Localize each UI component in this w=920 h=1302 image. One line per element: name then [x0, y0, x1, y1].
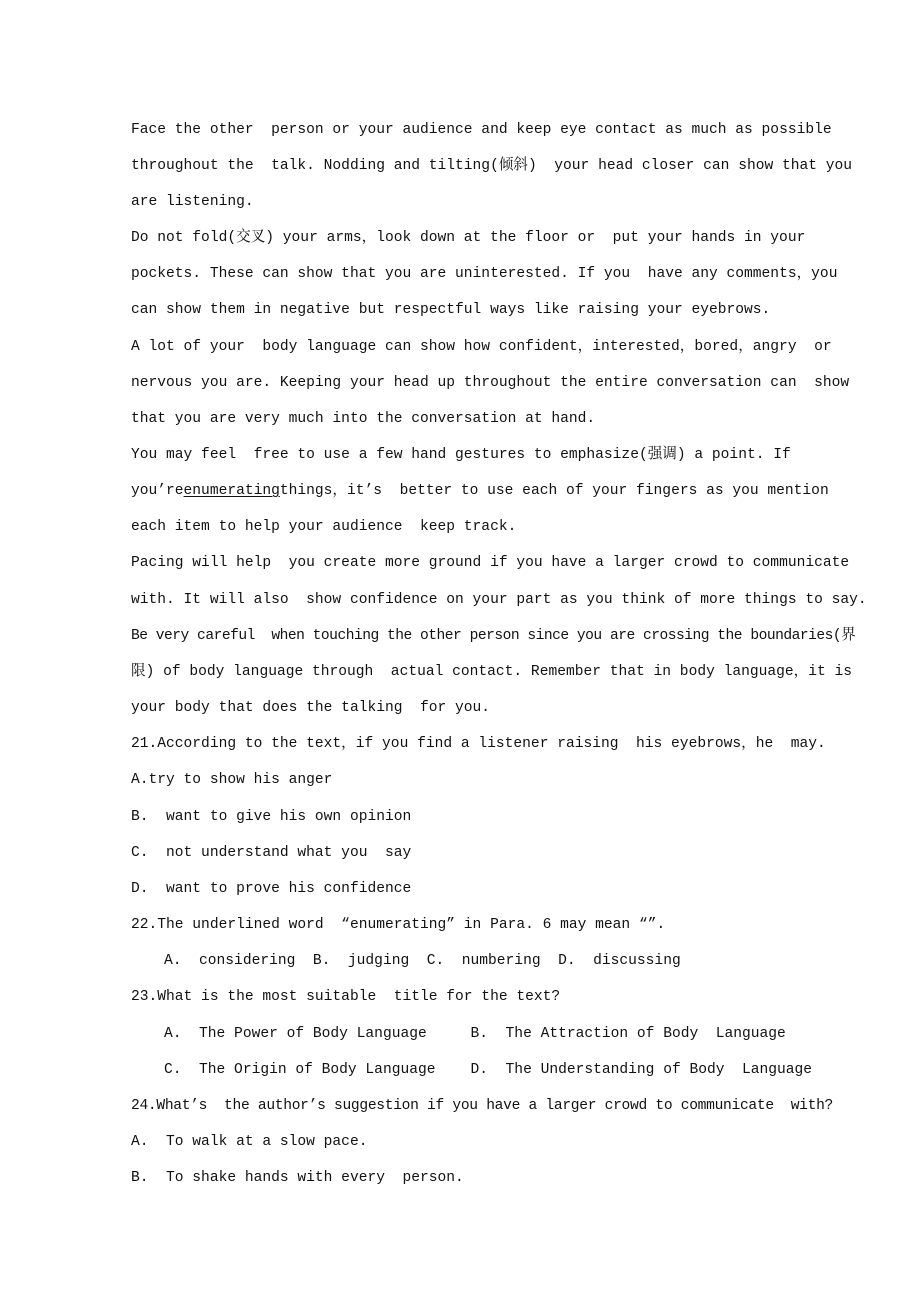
question-stem: 21.According to the text，if you find a listener raising his eyebrows，he may. [131, 736, 826, 752]
passage-line: can show them in negative but respectful ways like raising your eyebrows. [131, 302, 771, 318]
passage-line: that you are very much into the conversation at hand. [131, 411, 596, 427]
question-stem: 24.What’s the author’s suggestion if you have a larger crowd to communicate with? [131, 1098, 833, 1114]
passage-line: with. It will also show confidence on your part as you think of more things to say. [131, 592, 867, 608]
passage-line: throughout the talk. Nodding and tilting(倾斜) your head closer can show that you [131, 158, 853, 174]
passage-line: each item to help your audience keep track. [131, 519, 517, 535]
answer-options-row: A. The Power of Body Language B. The Attraction of Body Language [164, 1026, 786, 1042]
answer-option: A.try to show his anger [131, 772, 333, 788]
answer-option: B. want to give his own opinion [131, 809, 412, 825]
passage-line: pockets. These can show that you are uninterested. If you have any comments，you [131, 266, 838, 282]
answer-options-row: C. The Origin of Body Language D. The Understanding of Body Language [164, 1062, 813, 1078]
underlined-word: enumerating [183, 483, 280, 499]
passage-line: are listening. [131, 194, 254, 210]
answer-options-row: A. considering B. judging C. numbering D. discussing [164, 953, 681, 969]
answer-option: D. want to prove his confidence [131, 881, 412, 897]
answer-option: B. To shake hands with every person. [131, 1170, 464, 1186]
passage-line: Face the other person or your audience and keep eye contact as much as possible [131, 122, 832, 138]
answer-option: A. To walk at a slow pace. [131, 1134, 368, 1150]
question-stem: 23.What is the most suitable title for the text? [131, 989, 561, 1005]
passage-line: You may feel free to use a few hand gestures to emphasize(强调) a point. If [131, 447, 791, 463]
passage-line: your body that does the talking for you. [131, 700, 491, 716]
passage-line: Pacing will help you create more ground if you have a larger crowd to communicate [131, 555, 850, 571]
answer-option: C. not understand what you say [131, 845, 412, 861]
question-stem: 22.The underlined word “enumerating” in Para. 6 may mean “”. [131, 917, 666, 933]
text-span: things，it’s better to use each of your fingers as you mention [279, 483, 829, 499]
text-span: you’re [131, 483, 184, 499]
passage-line: A lot of your body language can show how confident，interested，bored，angry or [131, 339, 832, 355]
passage-line: Do not fold(交叉) your arms，look down at the floor or put your hands in your [131, 230, 806, 246]
passage-line: 限) of body language through actual contact. Remember that in body language，it is [131, 664, 853, 680]
passage-line [131, 480, 829, 502]
passage-line: Be very careful when touching the other person since you are crossing the boundaries(界 [131, 628, 856, 644]
passage-line: nervous you are. Keeping your head up throughout the entire conversation can show [131, 375, 850, 391]
